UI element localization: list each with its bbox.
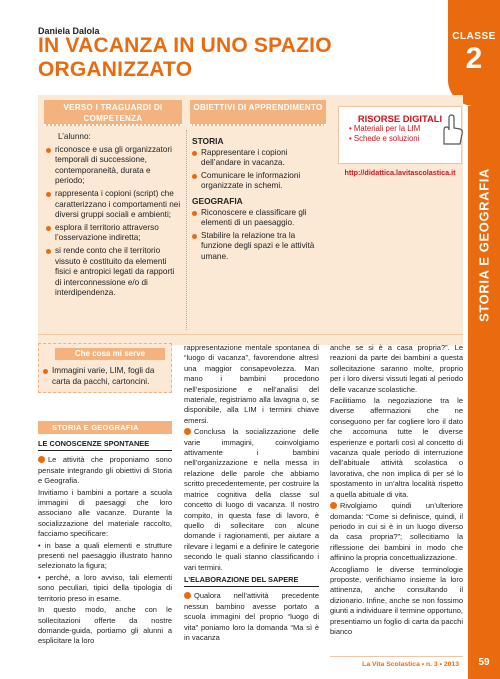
traguardi-lead: L’alunno: — [58, 132, 91, 141]
body-column-1 — [38, 437, 172, 648]
author: Daniela Dalola — [38, 26, 100, 36]
paragraph: anche se si è a casa propria?”. Le reazioni da parte dei bambini a questa sollecitazione saranno molte, proprio per i loro diversi vissuti legati al periodo delle vacanze scolastiche. — [330, 343, 463, 394]
paragraph: Facilitiamo la negoziazione tra le diverse affermazioni che ne conseguono per far cogliere loro il dato che accomuna tutte le diverse esperienze e portarli così al concetto di vacanza quale periodo di interruzione dell’abituale attività scolastica o lavorativa, che non implica di per sé lo spostamento in un’altra località rispetto a quella abituale di vita. — [330, 396, 463, 499]
paragraph: • in base a quali elementi e strutture presenti nel paesaggio illustrato hanno selezionato la figura; — [38, 540, 172, 571]
obiettivi-list — [192, 136, 326, 265]
section-heading: L’ELABORAZIONE DEL SAPERE — [184, 575, 319, 587]
che-cosa-heading: Che cosa mi serve — [55, 348, 165, 360]
paragraph — [330, 501, 463, 563]
arrow-icon — [38, 456, 45, 463]
column-divider — [186, 130, 187, 330]
traguardi-item: esplora il territorio attraverso l’osservazione indiretta; — [46, 223, 182, 244]
journal-footer: La Vita Scolastica • n. 3 • 2013 — [330, 656, 463, 671]
che-cosa-text: Immagini varie, LIM, fogli da carta da pacchi, cartoncini. — [43, 366, 169, 387]
obiettivi-heading: OBIETTIVI DI APPRENDIMENTO — [190, 100, 326, 126]
section-heading: LE CONOSCENZE SPONTANEE — [38, 439, 172, 451]
arrow-icon — [184, 428, 191, 435]
paragraph: Invitiamo i bambini a portare a scuola immagini di paesaggi che loro associano alle vacanze. Durante la socializzazione del materiale raccolto, facciamo specificare: — [38, 487, 172, 539]
paragraph-text: Rivolgiamo quindi un’ulteriore domanda: “Come si definisce, quindi, il periodo in cui si è in un luogo diverso da casa propria?”; sollecitiamo la riflessione dei bambini in modo che affinino la propria concettualizzazione. — [330, 501, 463, 563]
traguardi-item: rappresenta i copioni (script) che caratterizzano i comportamenti nei diversi gruppi sociali e ambienti; — [46, 189, 182, 221]
paragraph-text: Qualora nell’attività precedente nessun bambino avesse portato a scuola immagini del proprio “luogo di vita” poniamo loro la domanda “Ma sì è in vacanza — [184, 591, 319, 642]
paragraph-text: Conclusa la socializzazione delle varie immagini, coinvolgiamo attivamente i bambini nell’organizzazione e nella messa in relazione delle parole che abbiamo scritto precedentemente, per costruire la matrice cognitiva della classe sul concetto di luogo di vacanza. Il nostro compito, in questa fase di lavoro, è quello di sollecitare con alcune domande i ragionamenti, per aiutare a rilevare i legami e a definire le categorie secondo le quali stanno classificando i vari termini. — [184, 427, 319, 572]
obiettivo-item: Comunicare le informazioni organizzate in schemi. — [192, 171, 326, 192]
body-column-2 — [184, 343, 319, 644]
paragraph: rappresentazione mentale spontanea di “luogo di vacanza”, favorendone altresì una maggior consapevolezza. Man mano i bambini procedono nell’esposizione e nell’analisi del materiale, registriamo alla lavagna o, se disponibile, alla LIM i termini chiave emersi. — [184, 343, 319, 425]
paragraph-text: Le attività che proponiamo sono pensate integrando gli obiettivi di Storia e Geografia. — [38, 455, 172, 486]
risorse-heading: RISORSE DIGITALI — [357, 113, 443, 124]
storia-label: STORIA — [192, 136, 224, 146]
section-divider — [38, 334, 463, 335]
traguardi-item: si rende conto che il territorio vissuto è costituito da elementi fisici e antropici legati da rapporti di interconnessione e/o di interdipendenza. — [46, 246, 182, 299]
obiettivo-item: Rappresentare i copioni dell’andare in vacanza. — [192, 148, 326, 169]
classe-number: 2 — [465, 42, 483, 75]
paragraph: • perché, a loro avviso, tali elementi sono peculiari, tipici della tipologia di territorio preso in esame. — [38, 572, 172, 603]
paragraph — [184, 427, 319, 573]
risorse-item: • Materiali per la LIM — [349, 124, 421, 133]
traguardi-list — [46, 132, 182, 301]
side-label: STORIA E GEOGRAFIA — [476, 168, 492, 322]
arrow-icon — [330, 502, 337, 509]
pointing-hand-icon — [436, 114, 464, 148]
traguardi-item: riconosce e usa gli organizzatori temporali di successione, contemporaneità, durata e periodo; — [46, 145, 182, 187]
risorse-link[interactable]: http://didattica.lavitascolastica.it — [344, 168, 456, 177]
classe-label: CLASSE — [452, 31, 496, 42]
page-title: IN VACANZA IN UNO SPAZIO ORGANIZZATO — [38, 34, 332, 81]
risorse-item: • Schede e soluzioni — [349, 134, 420, 143]
che-cosa-box — [38, 343, 172, 393]
page-number: 59 — [478, 657, 490, 668]
obiettivo-item: Riconoscere e classificare gli elementi di un paesaggio. — [192, 208, 326, 229]
paragraph — [38, 455, 172, 486]
body-column-3 — [330, 343, 463, 638]
arrow-icon — [184, 592, 191, 599]
paragraph — [184, 591, 319, 643]
classe-tab — [448, 0, 500, 106]
paragraph: Accogliamo le diverse terminologie proposte, verifichiamo insieme la loro attinenza, anche consultando il dizionario. Infine, anche se non fossimo giunti a individuare il termine opportuno, presentiamo un foglio di carta da pacchi bianco — [330, 564, 463, 636]
subject-tag: STORIA E GEOGRAFIA — [38, 421, 172, 434]
geografia-label: GEOGRAFIA — [192, 195, 243, 206]
obiettivo-item: Stabilire la relazione tra la funzione degli spazi e le attività umane. — [192, 231, 326, 263]
traguardi-heading: VERSO I TRAGUARDI DI COMPETENZA — [44, 100, 182, 126]
paragraph: In questo modo, anche con le sollecitazioni offerte da nostre domande-guida, portiamo gli alunni a esplicitare la loro — [38, 605, 172, 646]
